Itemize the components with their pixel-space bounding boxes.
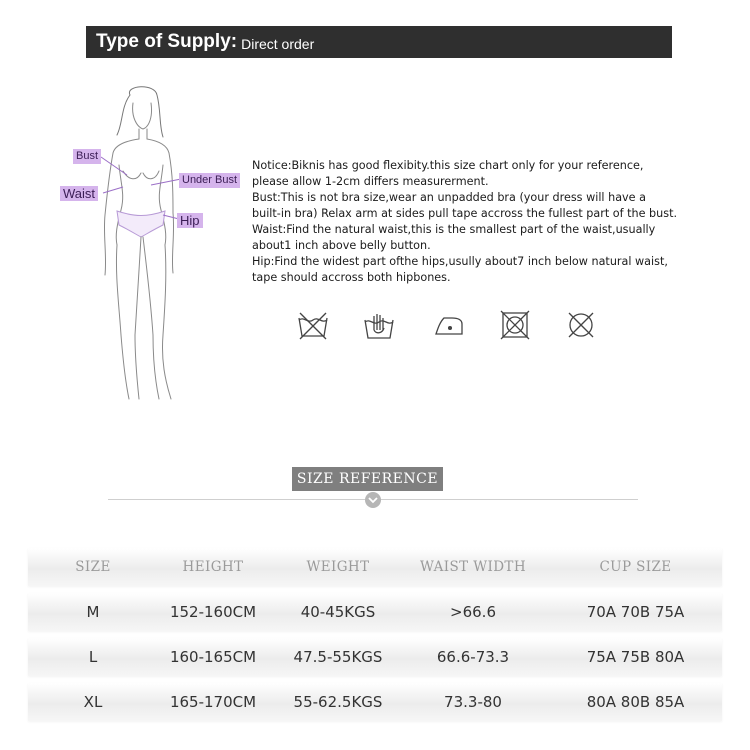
table-header-row [28, 548, 722, 586]
cell-size: M [86, 603, 100, 621]
cell-height: 165-170CM [169, 693, 257, 711]
cell-weight: 55-62.5KGS [293, 693, 383, 711]
cell-waist-width: 73.3-80 [444, 693, 502, 711]
bust-callout: Bust [73, 149, 101, 164]
notice-line: about1 inch above belly button. [252, 239, 431, 252]
section-title: SIZE REFERENCE [292, 467, 443, 491]
cell-size: L [88, 648, 98, 666]
supply-banner [86, 26, 672, 58]
body-figure [55, 85, 255, 405]
cell-cup-size: 75A 75B 80A [586, 648, 685, 666]
notice-line: Bust:This is not bra size,wear an unpadded bra (your dress will have a [252, 191, 646, 204]
notice-line: tape should accross both hipbones. [252, 271, 451, 284]
chevron-down-icon [365, 492, 381, 508]
size-table [28, 548, 722, 728]
header-cup-size: CUP SIZE [599, 559, 672, 575]
cell-waist-width: >66.6 [450, 603, 496, 621]
supply-label: Type of Supply: [96, 31, 238, 52]
cell-cup-size: 80A 80B 85A [586, 693, 685, 711]
do-not-tumble-dry-icon [498, 310, 532, 342]
notice-line: Waist:Find the natural waist,this is the smallest part of the waist,usually [252, 223, 656, 236]
do-not-dry-clean-icon [564, 310, 598, 342]
cell-cup-size: 70A 70B 75A [586, 603, 685, 621]
cell-waist-width: 66.6-73.3 [436, 648, 510, 666]
cell-size: XL [83, 693, 103, 711]
low-iron-icon [432, 310, 466, 342]
cell-weight: 40-45KGS [300, 603, 376, 621]
cell-height: 160-165CM [169, 648, 257, 666]
cell-height: 152-160CM [169, 603, 257, 621]
header-waist-width: WAIST WIDTH [419, 559, 527, 575]
hip-callout: Hip [177, 213, 203, 228]
notice-line: Hip:Find the widest part ofthe hips,usully about7 inch below natural waist, [252, 255, 668, 268]
header-size: SIZE [75, 559, 111, 575]
notice-line: Notice:Biknis has good flexibity.this size chart only for your reference, [252, 159, 644, 172]
measurement-notice [252, 158, 692, 286]
table-row [28, 683, 722, 721]
supply-value: Direct order [241, 35, 315, 52]
body-sketch [55, 85, 255, 405]
hand-wash-icon [362, 310, 396, 342]
table-row [28, 593, 722, 631]
under-bust-callout: Under Bust [179, 173, 240, 188]
care-icons [296, 310, 596, 344]
waist-callout: Waist [60, 186, 98, 201]
table-row [28, 638, 722, 676]
notice-line: please allow 1-2cm differs measurerment. [252, 175, 489, 188]
do-not-wash-icon [296, 310, 330, 342]
notice-line: built-in bra) Relax arm at sides pull tape accross the fullest part of the bust. [252, 207, 678, 220]
cell-weight: 47.5-55KGS [293, 648, 383, 666]
header-height: HEIGHT [182, 559, 244, 575]
header-weight: WEIGHT [306, 559, 370, 575]
